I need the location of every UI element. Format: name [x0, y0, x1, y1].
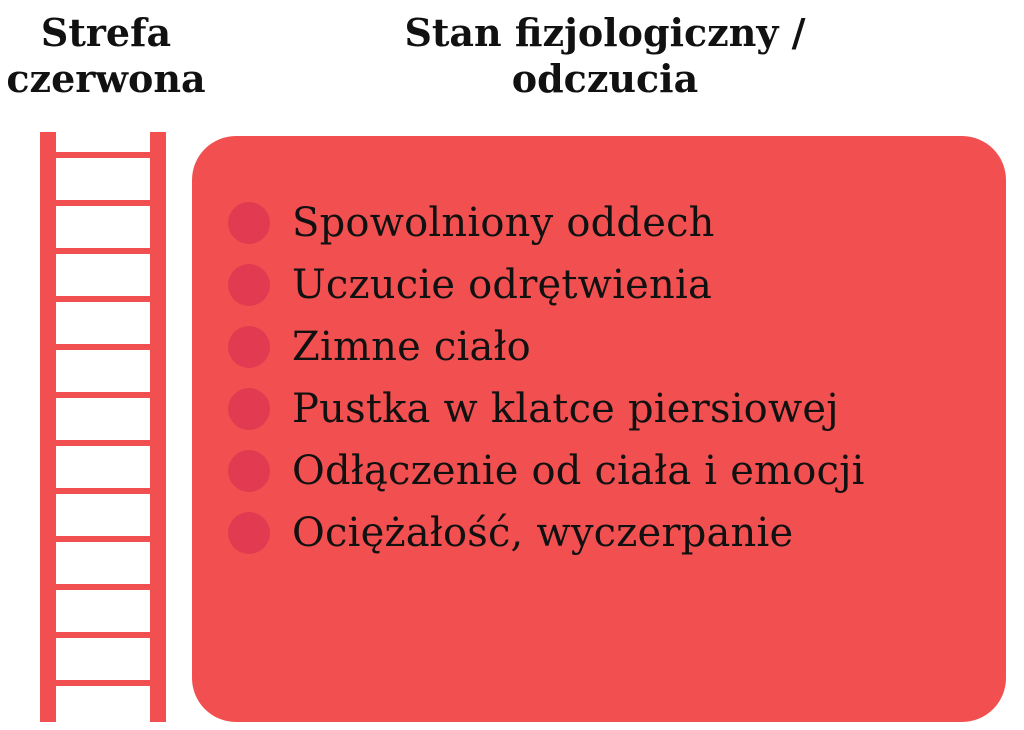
- zone-heading-line-1: Strefa: [40, 10, 172, 55]
- symptom-list: [228, 192, 865, 564]
- list-item-label: Uczucie odrętwienia: [292, 262, 712, 308]
- ladder-icon: [40, 132, 166, 722]
- list-item: [228, 378, 865, 440]
- ladder-rung: [40, 536, 166, 542]
- list-item: [228, 192, 865, 254]
- ladder-rung: [40, 200, 166, 206]
- bullet-icon: [228, 512, 270, 554]
- list-item-label: Zimne ciało: [292, 324, 531, 370]
- ladder-rung: [40, 632, 166, 638]
- bullet-icon: [228, 264, 270, 306]
- ladder-rung: [40, 152, 166, 158]
- list-item: [228, 316, 865, 378]
- ladder-rung: [40, 488, 166, 494]
- state-heading-line-2: odczucia: [511, 56, 699, 101]
- list-item-label: Ociężałość, wyczerpanie: [292, 510, 794, 556]
- ladder-rung: [40, 296, 166, 302]
- bullet-icon: [228, 388, 270, 430]
- zone-heading-line-2: czerwona: [6, 56, 206, 101]
- bullet-icon: [228, 450, 270, 492]
- ladder-rung: [40, 584, 166, 590]
- ladder-rung: [40, 392, 166, 398]
- ladder-rung: [40, 344, 166, 350]
- zone-heading: [0, 10, 212, 102]
- ladder-rung: [40, 248, 166, 254]
- list-item-label: Odłączenie od ciała i emocji: [292, 448, 865, 494]
- state-heading-line-1: Stan fizjologiczny /: [404, 10, 806, 55]
- ladder-rung: [40, 440, 166, 446]
- list-item: [228, 254, 865, 316]
- state-heading: [300, 10, 910, 102]
- list-item: [228, 440, 865, 502]
- bullet-icon: [228, 202, 270, 244]
- list-item-label: Pustka w klatce piersiowej: [292, 386, 839, 432]
- bullet-icon: [228, 326, 270, 368]
- list-item: [228, 502, 865, 564]
- ladder-rung: [40, 680, 166, 686]
- list-item-label: Spowolniony oddech: [292, 200, 715, 246]
